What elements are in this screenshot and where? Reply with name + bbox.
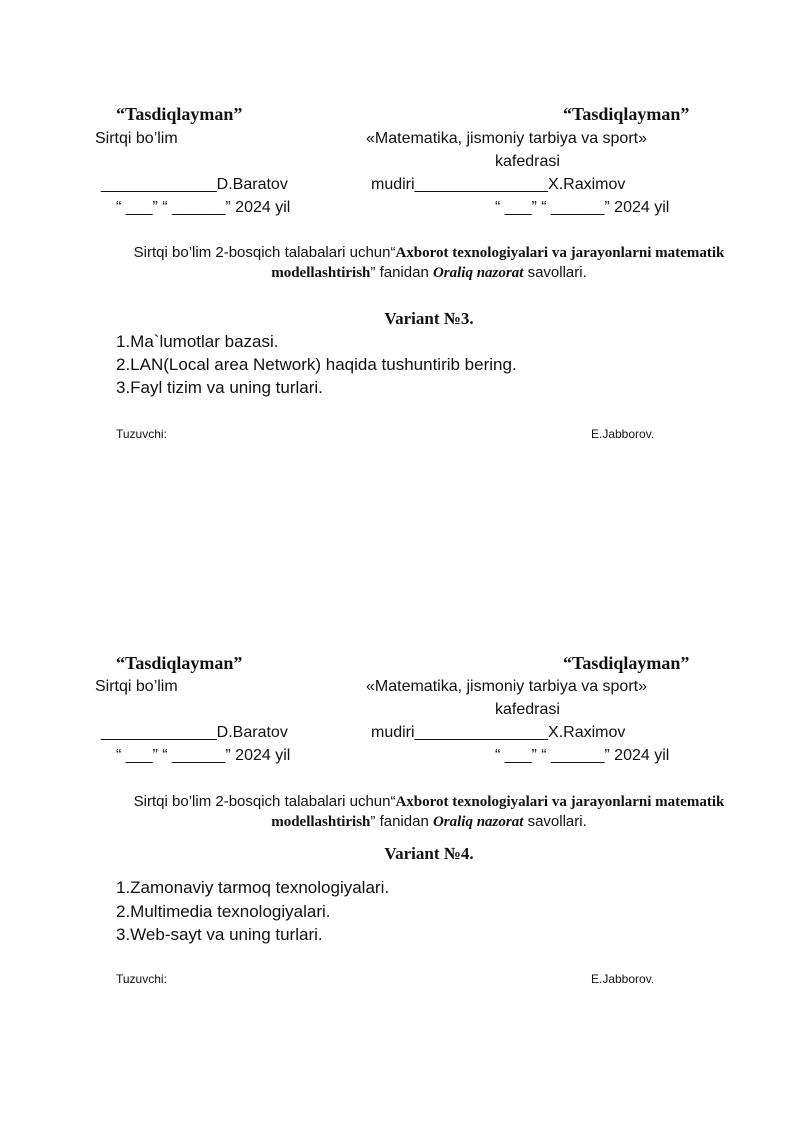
intro-line-1	[0, 244, 800, 262]
author-name: E.Jabborov.	[591, 972, 655, 986]
intro-line-2	[0, 264, 800, 282]
approve-right-heading: “Tasdiqlayman”	[563, 104, 690, 124]
intro-exam-type: Oraliq nazorat	[432, 265, 524, 281]
intro-subject: Axborot texnologiyalari va jarayonlarni matematik	[395, 245, 725, 261]
intro-subject: Axborot texnologiyalari va jarayonlarni matematik	[395, 794, 725, 810]
approve-left-heading: “Tasdiqlayman”	[116, 653, 243, 673]
question-2: 2.LAN(Local area Network) haqida tushuntirib bering.	[116, 355, 517, 374]
date-right: “ ___” “ ______” 2024 yil	[495, 747, 670, 764]
kafedra-label: kafedrasi	[495, 153, 560, 170]
question-1: 1.Ma`lumotlar bazasi.	[116, 332, 279, 351]
intro-subject-cont: modellashtirish	[271, 265, 371, 281]
sign-right: mudiri_______________X.Raximov	[371, 724, 626, 741]
author-label: Tuzuvchi:	[116, 972, 167, 986]
question-3: 3.Fayl tizim va uning turlari.	[116, 378, 323, 397]
intro-end: savollari.	[523, 813, 587, 830]
intro-exam-type: Oraliq nazorat	[432, 814, 524, 830]
sign-right: mudiri_______________X.Raximov	[371, 176, 626, 193]
intro-prefix: Sirtqi bo’lim 2-bosqich talabalari uchun“	[133, 244, 396, 261]
dept-left: Sirtqi bo’lim	[95, 678, 178, 695]
variant-title: Variant №3.	[384, 309, 474, 328]
intro-end: savollari.	[523, 264, 587, 281]
intro-prefix: Sirtqi bo’lim 2-bosqich talabalari uchun“	[133, 793, 396, 810]
question-3: 3.Web-sayt va uning turlari.	[116, 925, 323, 944]
dept-left: Sirtqi bo’lim	[95, 130, 178, 147]
date-left: “ ___” “ ______” 2024 yil	[116, 199, 291, 216]
intro-subject-cont: modellashtirish	[271, 814, 371, 830]
dept-right: «Matematika, jismoniy tarbiya va sport»	[366, 130, 647, 147]
kafedra-label: kafedrasi	[495, 701, 560, 718]
date-right: “ ___” “ ______” 2024 yil	[495, 199, 670, 216]
intro-line-2	[0, 813, 800, 831]
sign-left: _____________D.Baratov	[101, 724, 288, 741]
intro-mid: ” fanidan	[370, 813, 433, 830]
sign-left: _____________D.Baratov	[101, 176, 288, 193]
approve-right-heading: “Tasdiqlayman”	[563, 653, 690, 673]
question-2: 2.Multimedia texnologiyalari.	[116, 902, 331, 921]
author-name: E.Jabborov.	[591, 427, 655, 441]
approve-left-heading: “Tasdiqlayman”	[116, 104, 243, 124]
dept-right: «Matematika, jismoniy tarbiya va sport»	[366, 678, 647, 695]
intro-mid: ” fanidan	[370, 264, 433, 281]
author-label: Tuzuvchi:	[116, 427, 167, 441]
intro-line-1	[0, 793, 800, 811]
variant-title: Variant №4.	[384, 844, 474, 863]
date-left: “ ___” “ ______” 2024 yil	[116, 747, 291, 764]
question-1: 1.Zamonaviy tarmoq texnologiyalari.	[116, 878, 390, 897]
